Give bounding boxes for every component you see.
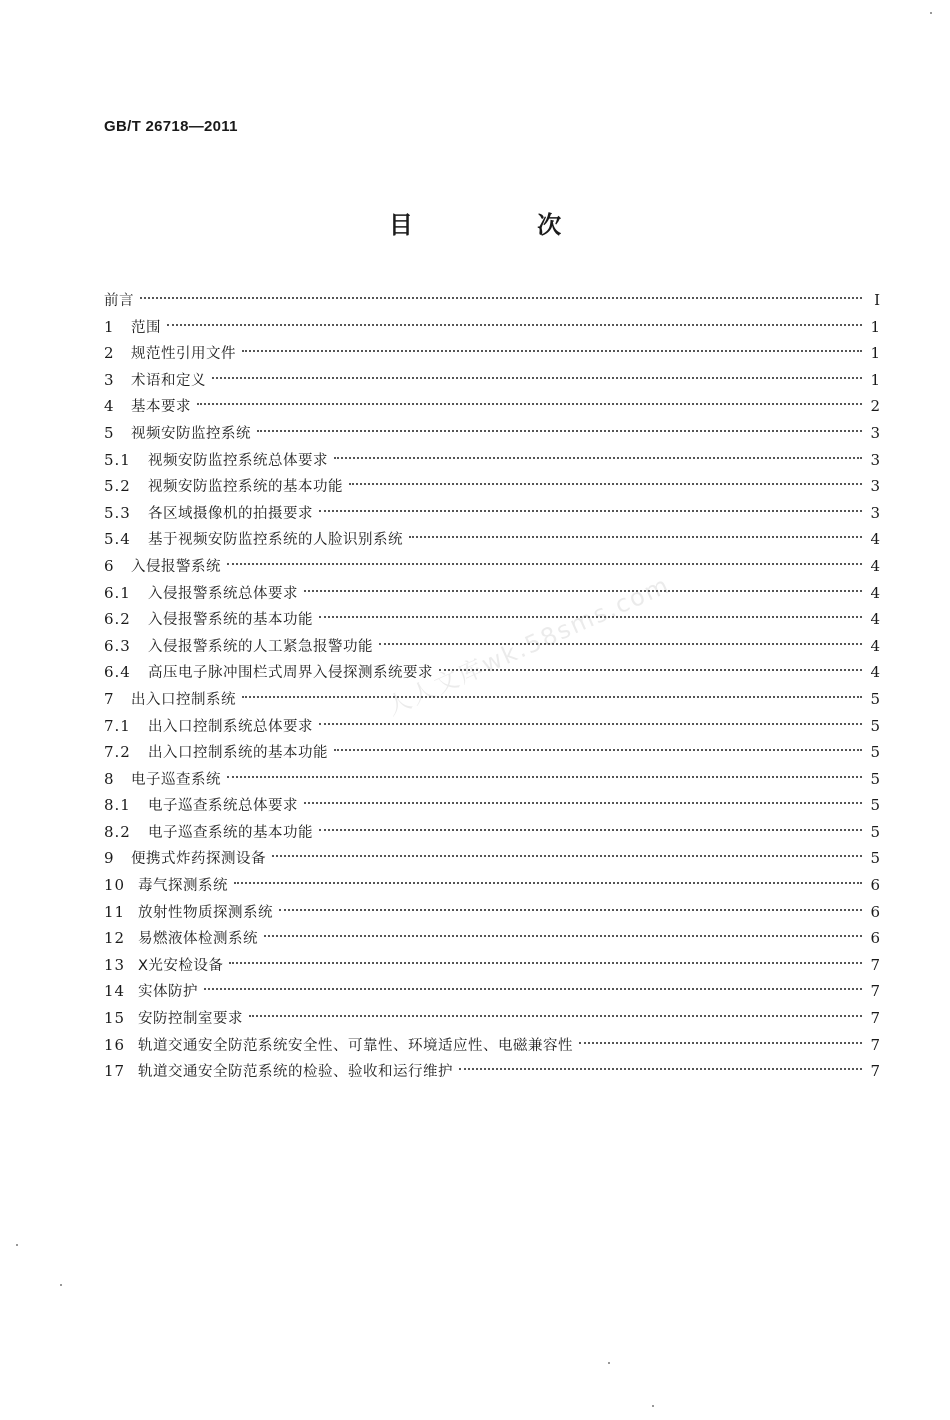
toc-entry-number: 5 [104, 423, 115, 442]
toc-entry-page: 6 [870, 902, 880, 921]
toc-entry-number: 7 [104, 689, 115, 708]
toc-entry-number: 6 [104, 556, 115, 575]
toc-dot-leader [264, 935, 862, 937]
toc-entry-page: 7 [870, 1062, 880, 1081]
scan-speck [652, 1405, 654, 1407]
toc-dot-leader [304, 590, 862, 592]
toc-entry-page: 7 [870, 1035, 880, 1054]
toc-entry-title: 各区域摄像机的拍摄要求 [148, 505, 313, 522]
toc-entry-number: 10 [104, 876, 126, 895]
toc-entry[interactable] [104, 845, 880, 872]
toc-entry-page: 3 [870, 477, 880, 496]
toc-entry-page: 4 [870, 610, 880, 629]
toc-dot-leader [319, 616, 862, 618]
toc-entry[interactable] [104, 420, 880, 447]
toc-entry-title: 轨道交通安全防范系统安全性、可靠性、环境适应性、电磁兼容性 [138, 1037, 573, 1054]
toc-entry-number: 16 [104, 1035, 126, 1054]
toc-entry-page: 4 [870, 636, 880, 655]
toc-entry[interactable] [104, 978, 880, 1005]
toc-entry-title: X光安检设备 [138, 957, 224, 974]
toc-entry-title: 视频安防监控系统的基本功能 [148, 479, 343, 496]
toc-entry-number: 2 [104, 344, 115, 363]
toc-dot-leader [319, 829, 862, 831]
toc-entry-title: 出入口控制系统 [131, 691, 236, 708]
toc-entry-number: 11 [104, 902, 126, 921]
toc-entry[interactable] [104, 792, 880, 819]
toc-entry[interactable] [104, 1032, 880, 1059]
toc-entry-title: 入侵报警系统 [131, 558, 221, 575]
toc-entry-page: 4 [870, 583, 880, 602]
toc-entry[interactable] [104, 1005, 880, 1032]
toc-entry-page: 5 [870, 769, 880, 788]
toc-entry-number: 5.3 [104, 503, 131, 522]
toc-entry-title: 入侵报警系统的人工紧急报警功能 [148, 638, 373, 655]
toc-entry-number: 17 [104, 1062, 126, 1081]
table-of-contents [104, 287, 880, 1085]
toc-entry-title: 电子巡查系统总体要求 [148, 798, 298, 815]
toc-entry-number: 8.2 [104, 822, 131, 841]
toc-entry-title: 轨道交通安全防范系统的检验、验收和运行维护 [138, 1064, 453, 1081]
toc-entry-number: 14 [104, 982, 126, 1001]
toc-entry[interactable] [104, 872, 880, 899]
toc-entry-number: 5.2 [104, 477, 131, 496]
toc-entry-page: 5 [870, 849, 880, 868]
toc-entry[interactable] [104, 367, 880, 394]
toc-dot-leader [257, 430, 862, 432]
toc-dot-leader [167, 324, 862, 326]
toc-entry-number: 5.4 [104, 530, 131, 549]
toc-dot-leader [234, 882, 862, 884]
scan-speck [608, 1362, 610, 1364]
toc-entry-number: 8.1 [104, 796, 131, 815]
toc-dot-leader [272, 855, 862, 857]
toc-entry[interactable] [104, 580, 880, 607]
toc-dot-leader [459, 1068, 862, 1070]
toc-dot-leader [279, 909, 862, 911]
toc-entry[interactable] [104, 526, 880, 553]
scan-speck [60, 1284, 62, 1286]
toc-entry[interactable] [104, 739, 880, 766]
toc-entry-page: 5 [870, 796, 880, 815]
toc-entry-title: 电子巡查系统的基本功能 [148, 824, 313, 841]
toc-entry-page: 6 [870, 876, 880, 895]
toc-entry-number: 6.3 [104, 636, 131, 655]
toc-entry-title: 基于视频安防监控系统的人脸识别系统 [148, 532, 403, 549]
toc-entry-page: 5 [870, 743, 880, 762]
toc-entry-title: 出入口控制系统总体要求 [148, 718, 313, 735]
toc-entry-title: 出入口控制系统的基本功能 [148, 745, 328, 762]
toc-dot-leader [227, 776, 862, 778]
toc-entry-number: 5.1 [104, 450, 131, 469]
toc-entry-page: 7 [870, 1009, 880, 1028]
toc-entry-number: 1 [104, 317, 115, 336]
toc-dot-leader [242, 350, 862, 352]
toc-entry[interactable] [104, 447, 880, 474]
toc-entry[interactable] [104, 952, 880, 979]
toc-entry-page: 4 [870, 663, 880, 682]
toc-entry-number: 4 [104, 397, 115, 416]
toc-entry[interactable] [104, 393, 880, 420]
toc-entry-number: 15 [104, 1009, 126, 1028]
toc-entry-title: 入侵报警系统的基本功能 [148, 612, 313, 629]
toc-dot-leader [349, 483, 862, 485]
toc-entry[interactable] [104, 899, 880, 926]
toc-entry-page: 6 [870, 929, 880, 948]
toc-entry-number: 3 [104, 370, 115, 389]
toc-entry-title: 范围 [131, 319, 161, 336]
toc-entry-page: 1 [870, 317, 880, 336]
toc-entry-title: 规范性引用文件 [131, 346, 236, 363]
toc-entry-title: 易燃液体检测系统 [138, 931, 258, 948]
toc-entry-number: 7.1 [104, 716, 131, 735]
toc-entry-page: 4 [870, 556, 880, 575]
toc-dot-leader [242, 696, 862, 698]
toc-entry[interactable] [104, 686, 880, 713]
toc-entry-page: 5 [870, 716, 880, 735]
toc-dot-leader [212, 377, 862, 379]
toc-entry[interactable] [104, 925, 880, 952]
toc-entry-title: 放射性物质探测系统 [138, 904, 273, 921]
toc-entry-number: 12 [104, 929, 126, 948]
toc-entry-number: 8 [104, 769, 115, 788]
toc-dot-leader [304, 802, 862, 804]
toc-entry-title: 毒气探测系统 [138, 878, 228, 895]
toc-entry[interactable] [104, 553, 880, 580]
toc-entry-page: 5 [870, 689, 880, 708]
toc-entry[interactable] [104, 1058, 880, 1085]
toc-entry-page: 7 [870, 955, 880, 974]
toc-entry-title: 入侵报警系统总体要求 [148, 585, 298, 602]
toc-dot-leader [409, 536, 862, 538]
toc-dot-leader [439, 669, 862, 671]
toc-dot-leader [140, 297, 862, 299]
toc-entry-title: 便携式炸药探测设备 [131, 851, 266, 868]
toc-entry-title: 基本要求 [131, 399, 191, 416]
toc-entry[interactable] [104, 633, 880, 660]
toc-entry-page: 3 [870, 450, 880, 469]
toc-entry-title: 高压电子脉冲围栏式周界入侵探测系统要求 [148, 665, 433, 682]
toc-entry-page: 4 [870, 530, 880, 549]
toc-entry[interactable] [104, 314, 880, 341]
toc-entry[interactable] [104, 766, 880, 793]
watermark: 人人文库wk.58sms.com [382, 570, 675, 722]
toc-entry-number: 9 [104, 849, 115, 868]
toc-entry-title: 视频安防监控系统总体要求 [148, 452, 328, 469]
toc-entry-page: 3 [870, 503, 880, 522]
scan-speck [930, 12, 932, 14]
toc-entry[interactable] [104, 659, 880, 686]
toc-entry-number: 7.2 [104, 743, 131, 762]
toc-dot-leader [204, 988, 862, 990]
toc-entry[interactable] [104, 819, 880, 846]
toc-entry[interactable] [104, 606, 880, 633]
toc-dot-leader [379, 643, 862, 645]
toc-entry-number: 13 [104, 955, 126, 974]
toc-dot-leader [227, 563, 862, 565]
toc-entry-page: 5 [870, 822, 880, 841]
toc-dot-leader [249, 1015, 862, 1017]
toc-dot-leader [229, 962, 862, 964]
standard-code: GB/T 26718—2011 [104, 118, 238, 135]
toc-entry-page: 7 [870, 982, 880, 1001]
toc-entry[interactable] [104, 473, 880, 500]
toc-entry-title: 术语和定义 [131, 372, 206, 389]
toc-entry-title: 实体防护 [138, 984, 198, 1001]
toc-title: 目 次 [388, 211, 620, 239]
toc-entry-page: 1 [870, 370, 880, 389]
toc-entry-page: 3 [870, 423, 880, 442]
toc-entry-title: 安防控制室要求 [138, 1011, 243, 1028]
toc-entry-title: 电子巡查系统 [131, 771, 221, 788]
toc-entry-number: 6.2 [104, 610, 131, 629]
toc-entry-number: 6.4 [104, 663, 131, 682]
toc-entry-page: 2 [870, 397, 880, 416]
toc-entry[interactable] [104, 287, 880, 314]
toc-dot-leader [319, 510, 862, 512]
toc-entry-title: 视频安防监控系统 [131, 425, 251, 442]
toc-entry[interactable] [104, 713, 880, 740]
toc-entry-number: 6.1 [104, 583, 131, 602]
toc-dot-leader [579, 1042, 862, 1044]
toc-entry-page: 1 [870, 344, 880, 363]
scan-speck [16, 1244, 18, 1246]
toc-dot-leader [334, 749, 862, 751]
toc-dot-leader [334, 457, 862, 459]
toc-entry-title: 前言 [104, 293, 134, 309]
toc-dot-leader [197, 403, 862, 405]
toc-entry[interactable] [104, 340, 880, 367]
toc-dot-leader [319, 723, 862, 725]
toc-entry[interactable] [104, 500, 880, 527]
toc-entry-page: Ⅰ [874, 291, 880, 309]
